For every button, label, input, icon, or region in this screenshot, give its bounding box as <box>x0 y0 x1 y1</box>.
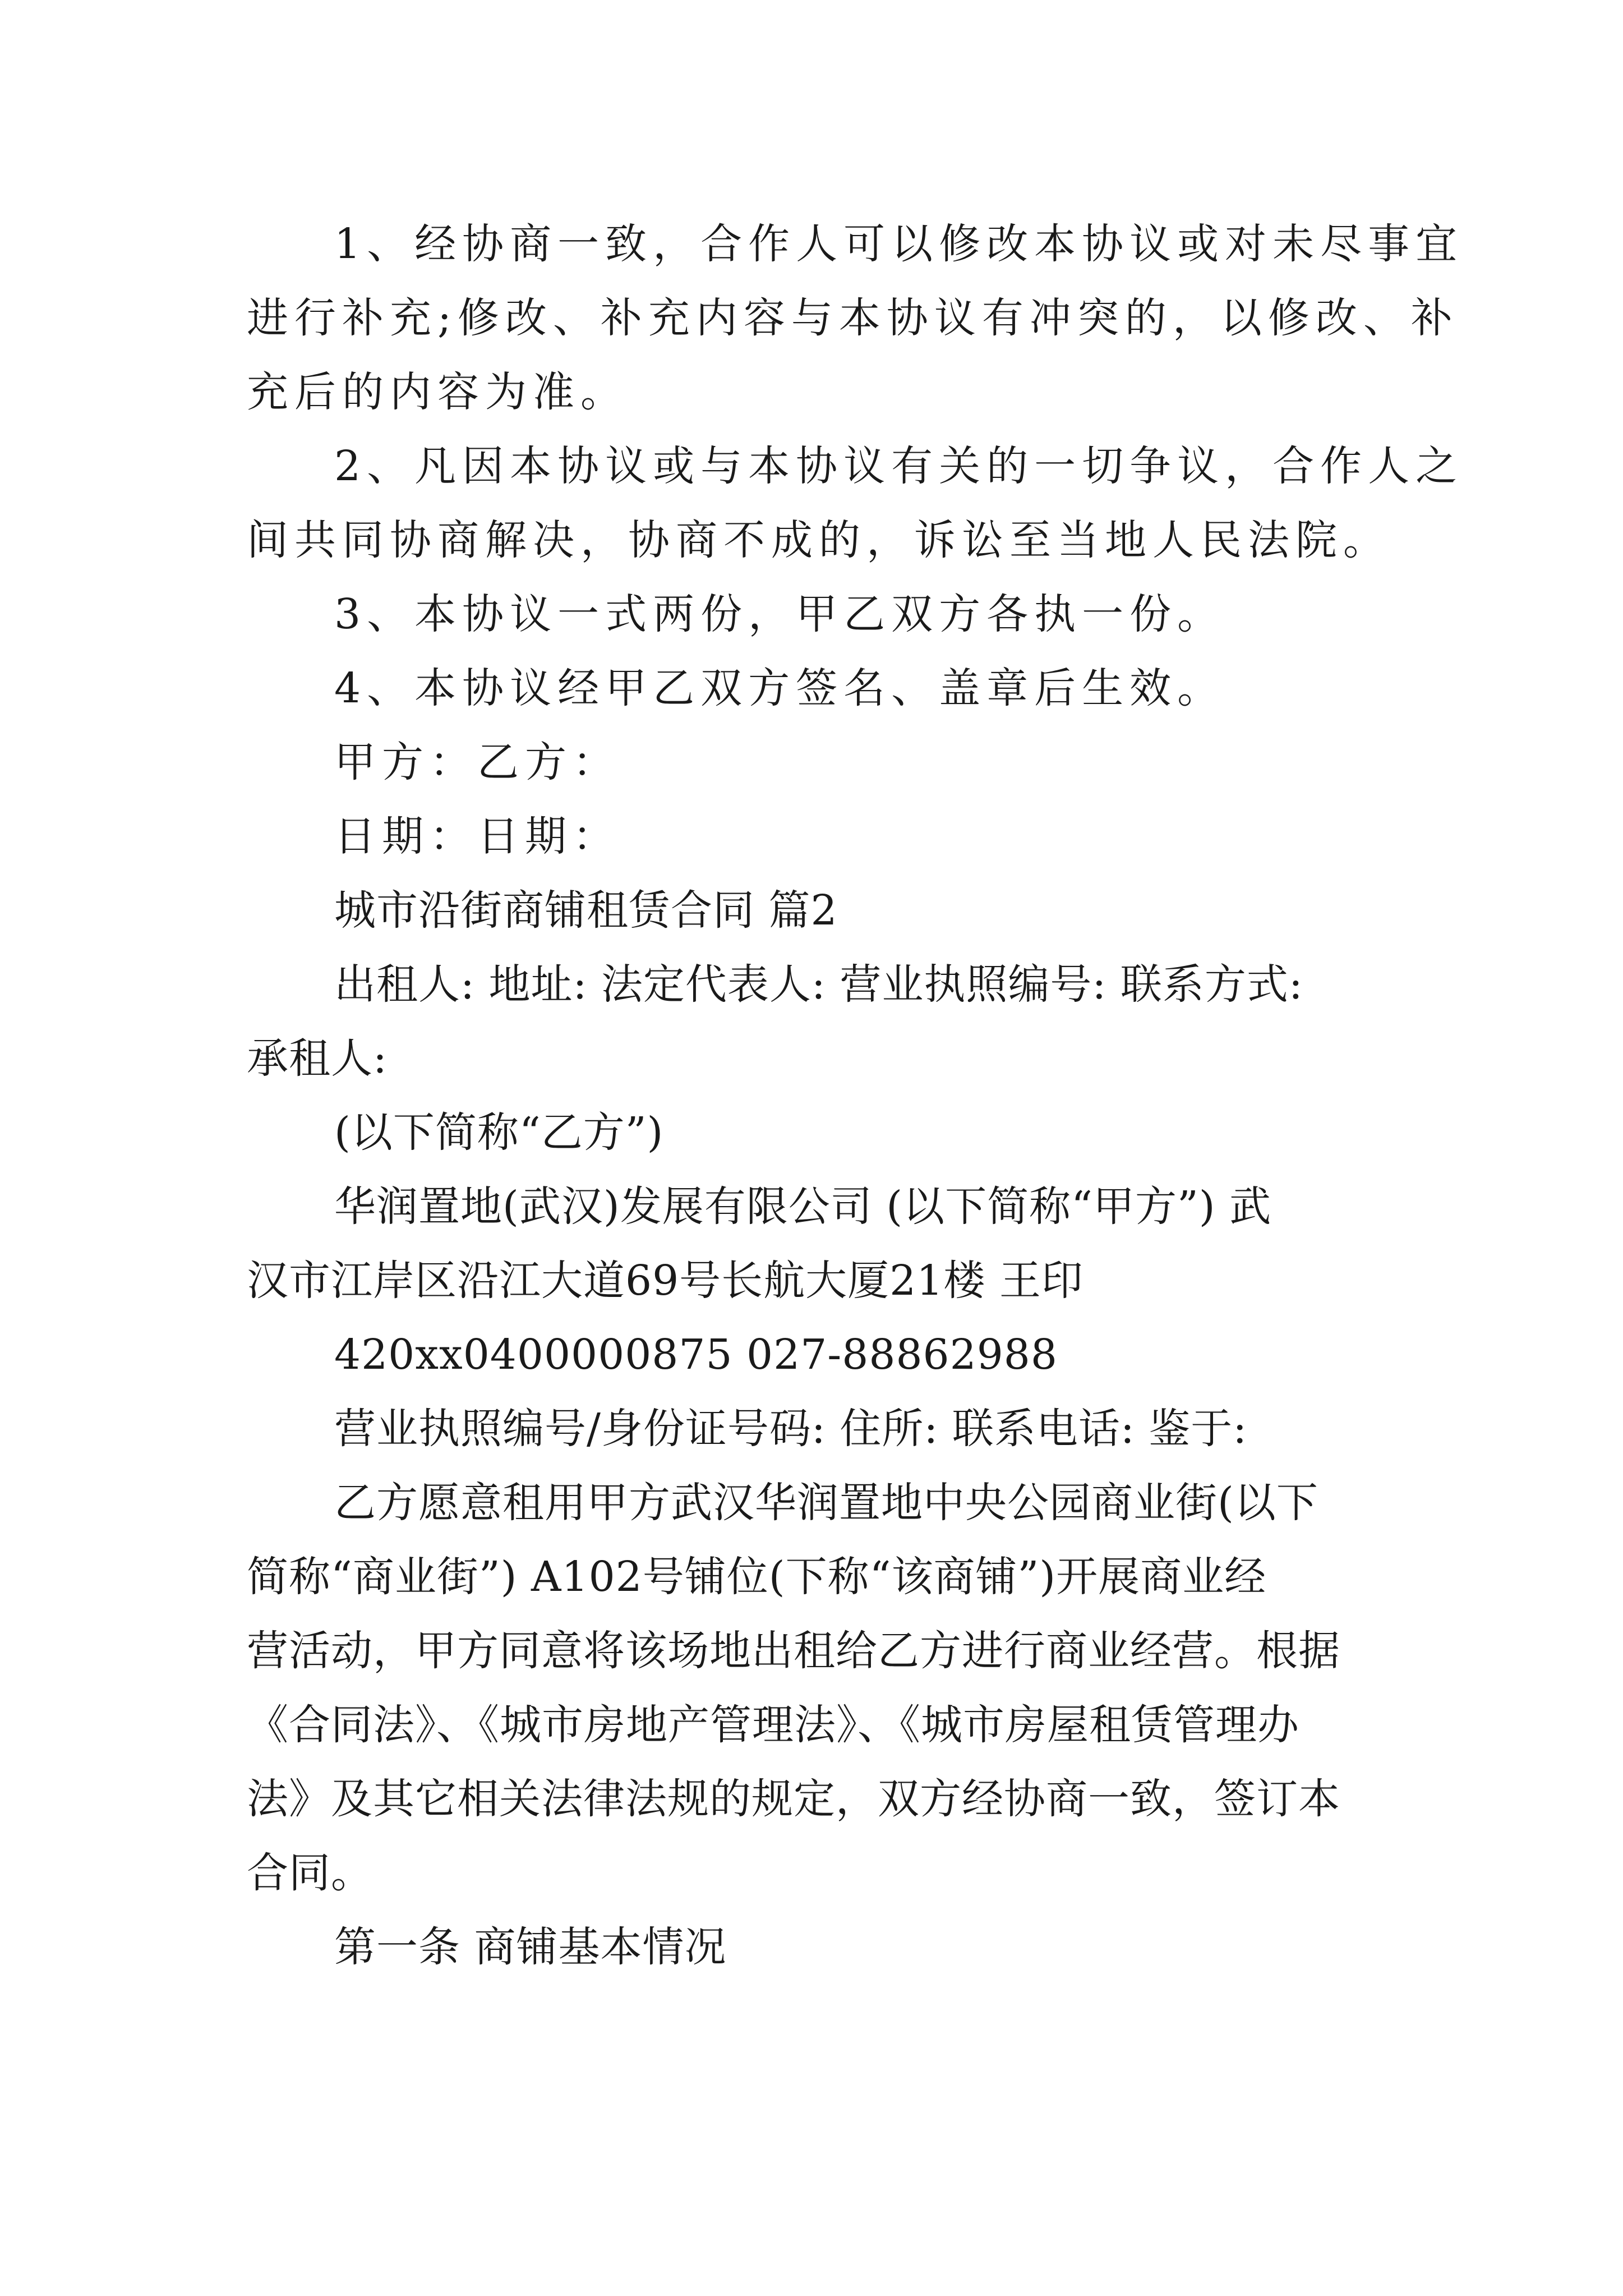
paragraph-1-line-3: 充后的内容为准。 <box>247 368 628 416</box>
recital-line-1: 乙方愿意租用甲方武汉华润置地中央公园商业街(以下 <box>334 1479 1318 1527</box>
recital-line-3: 营活动，甲方同意将该场地出租给乙方进行商业经营。根据 <box>247 1627 1340 1675</box>
lessee-short-name: (以下简称“乙方”) <box>334 1108 664 1157</box>
article-1-heading: 第一条 商铺基本情况 <box>334 1923 727 1971</box>
lessee-details-line: 营业执照编号/身份证号码: 住所: 联系电话: 鉴于: <box>334 1405 1248 1453</box>
paragraph-3: 3、本协议一式两份，甲乙双方各执一份。 <box>334 590 1225 638</box>
recital-line-5: 法》及其它相关法律法规的规定，双方经协商一致，签订本 <box>247 1775 1340 1823</box>
lessor-company-line-1: 华润置地(武汉)发展有限公司 (以下简称“甲方”) 武 <box>334 1182 1272 1231</box>
signature-parties: 甲方：乙方： <box>334 738 620 786</box>
paragraph-2-line-1: 2、凡因本协议或与本协议有关的一切争议，合作人之 <box>334 442 1464 490</box>
paragraph-2-line-2: 间共同协商解决，协商不成的，诉讼至当地人民法院。 <box>247 516 1391 564</box>
paragraph-4: 4、本协议经甲乙双方签名、盖章后生效。 <box>334 664 1225 712</box>
recital-line-4: 《合同法》、《城市房地产管理法》、《城市房屋租赁管理办 <box>247 1701 1299 1749</box>
section-title: 城市沿街商铺租赁合同 篇2 <box>334 886 838 935</box>
lessor-info-line: 出租人: 地址: 法定代表人: 营业执照编号: 联系方式: <box>334 960 1303 1009</box>
license-and-phone: 420xx0400000875 027-88862988 <box>334 1331 1058 1379</box>
paragraph-1-line-2: 进行补充;修改、补充内容与本协议有冲突的，以修改、补 <box>247 294 1459 342</box>
recital-line-2: 简称“商业街”) A102号铺位(下称“该商铺”)开展商业经 <box>247 1553 1267 1601</box>
recital-line-6: 合同。 <box>247 1849 373 1897</box>
paragraph-1-line-1: 1、经协商一致，合作人可以修改本协议或对未尽事宜 <box>334 220 1464 268</box>
lessor-company-line-2: 汉市江岸区沿江大道69号长航大厦21楼 王印 <box>247 1257 1083 1305</box>
lessee-label: 承租人: <box>247 1034 388 1083</box>
signature-dates: 日期：日期： <box>334 812 620 861</box>
